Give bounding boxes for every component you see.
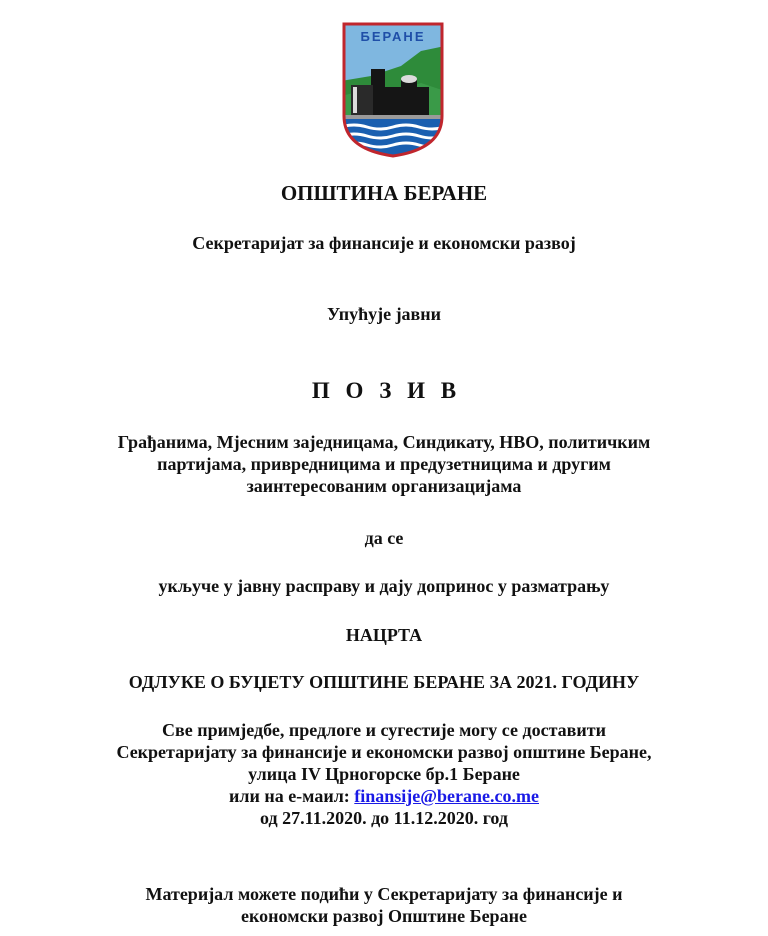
- email-link[interactable]: finansije@berane.co.me: [354, 786, 539, 806]
- addressees-line: заинтересованим организацијама: [246, 476, 522, 496]
- secretariat-heading: Секретаријат за финансије и економски развој: [192, 233, 576, 253]
- da-se-text: да се: [364, 528, 404, 548]
- addressees-line: Грађанима, Мјесним заједницама, Синдикату, НВО, политичким: [117, 432, 651, 452]
- submission-email-line: [0, 785, 768, 807]
- municipality-heading: ОПШТИНА БЕРАНЕ: [280, 181, 488, 205]
- addressees-line: партијама, привредницима и предузетницима и другим: [157, 454, 611, 474]
- document-title: П О З И В: [311, 378, 457, 403]
- draft-label: НАЦРТА: [345, 625, 423, 645]
- addressees-paragraph: [0, 431, 768, 497]
- material-line: економски развој Општине Беране: [241, 906, 527, 926]
- submission-dates: од 27.11.2020. до 11.12.2020. год: [259, 808, 509, 828]
- invitation-line: укључе у јавну расправу и дају допринос у разматрању: [158, 576, 610, 596]
- submission-paragraph: [0, 719, 768, 829]
- email-prefix: или на е-маил:: [228, 786, 355, 806]
- crest-title: БЕРАНЕ: [360, 29, 426, 44]
- submission-address: улица IV Црногорске бр.1 Беране: [248, 764, 520, 784]
- berane-coat-of-arms-logo: [341, 21, 445, 159]
- tower: [371, 69, 385, 115]
- submission-line: Секретаријату за финансије и економски развој општине Беране,: [116, 742, 652, 762]
- decision-title: ОДЛУКЕ О БУЏЕТУ ОПШТИНЕ БЕРАНЕ ЗА 2021. ГОДИНУ: [128, 672, 640, 692]
- submission-line: Све примједбе, предлоге и сугестије могу се доставити: [162, 720, 606, 740]
- material-paragraph: [0, 883, 768, 927]
- intro-text: Упућује јавни: [326, 304, 442, 324]
- material-line: Материјал можете подићи у Секретаријату за финансије и: [145, 884, 623, 904]
